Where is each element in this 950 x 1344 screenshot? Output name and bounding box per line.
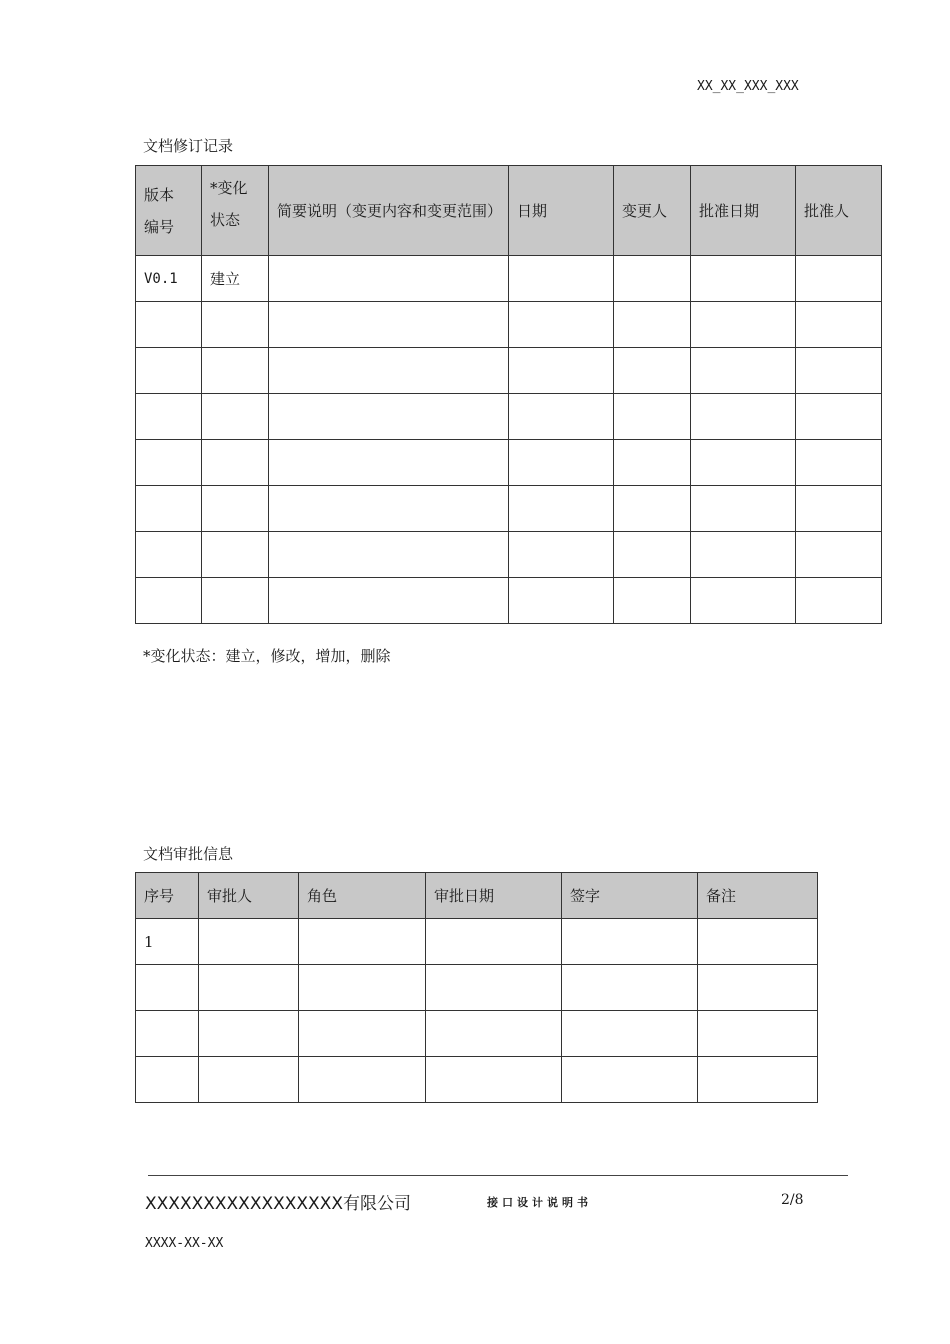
table-cell <box>199 919 299 965</box>
table-cell <box>136 486 202 532</box>
col-change-status <box>202 166 269 256</box>
table-cell <box>614 302 691 348</box>
table-cell <box>202 486 269 532</box>
revision-record-title: 文档修订记录 <box>143 137 234 155</box>
table-cell <box>426 1011 562 1057</box>
col-approval-date <box>691 166 796 256</box>
table-cell <box>562 1057 698 1103</box>
column-label: 变更人 <box>622 201 668 220</box>
approval-info-title: 文档审批信息 <box>143 845 234 863</box>
table-cell <box>509 440 614 486</box>
table-cell <box>691 348 796 394</box>
table-cell: V0.1 <box>136 256 202 302</box>
table-cell <box>299 965 426 1011</box>
table-row <box>136 348 882 394</box>
col-seq-number <box>136 873 199 919</box>
table-row <box>136 394 882 440</box>
column-label: 简要说明（变更内容和变更范围） <box>277 201 503 220</box>
table-cell <box>614 486 691 532</box>
table-cell: 1 <box>136 919 199 965</box>
footer-page-number: 2/8 <box>781 1192 804 1208</box>
table-cell <box>136 578 202 624</box>
table-cell <box>614 256 691 302</box>
table-cell <box>509 256 614 302</box>
table-row <box>136 1011 818 1057</box>
table-cell <box>269 578 509 624</box>
table-cell <box>299 919 426 965</box>
column-label: 版本 编号 <box>144 185 175 236</box>
table-cell <box>691 256 796 302</box>
table-cell <box>202 578 269 624</box>
table-row <box>136 532 882 578</box>
document-code: XX_XX_XXX_XXX <box>697 79 799 94</box>
table-cell <box>614 440 691 486</box>
table-cell <box>796 532 882 578</box>
col-approver <box>796 166 882 256</box>
table-cell <box>691 532 796 578</box>
col-role <box>299 873 426 919</box>
table-cell <box>269 440 509 486</box>
table-cell <box>269 532 509 578</box>
footer-divider <box>148 1175 848 1176</box>
table-cell <box>426 1057 562 1103</box>
column-label: 角色 <box>307 887 338 905</box>
table-row <box>136 440 882 486</box>
table-cell <box>136 348 202 394</box>
table-cell <box>299 1011 426 1057</box>
table-cell <box>691 486 796 532</box>
approval-table-body <box>136 919 818 1103</box>
table-cell: 建立 <box>202 256 269 302</box>
table-cell <box>691 440 796 486</box>
table-cell <box>509 348 614 394</box>
table-cell <box>614 532 691 578</box>
table-cell <box>698 1057 818 1103</box>
table-cell <box>796 394 882 440</box>
column-label: 批准日期 <box>699 201 760 220</box>
table-cell <box>796 256 882 302</box>
col-approver <box>199 873 299 919</box>
col-date <box>509 166 614 256</box>
table-cell <box>796 348 882 394</box>
table-cell <box>202 532 269 578</box>
table-row <box>136 578 882 624</box>
table-cell <box>796 578 882 624</box>
table-cell <box>509 394 614 440</box>
table-row <box>136 965 818 1011</box>
table-cell <box>698 1011 818 1057</box>
table-cell <box>269 348 509 394</box>
table-cell <box>562 1011 698 1057</box>
table-row <box>136 919 818 965</box>
table-cell <box>199 965 299 1011</box>
table-cell <box>562 919 698 965</box>
table-cell <box>202 302 269 348</box>
footer-date: XXXX-XX-XX <box>145 1236 224 1251</box>
table-cell <box>136 1057 199 1103</box>
col-remarks <box>698 873 818 919</box>
approval-info-table <box>135 872 818 1103</box>
table-row <box>136 302 882 348</box>
table-cell <box>299 1057 426 1103</box>
table-cell <box>796 440 882 486</box>
table-cell <box>426 919 562 965</box>
table-cell <box>509 532 614 578</box>
col-signature <box>562 873 698 919</box>
col-approval-date <box>426 873 562 919</box>
table-cell <box>269 256 509 302</box>
column-label: 备注 <box>706 887 737 905</box>
table-cell <box>269 394 509 440</box>
table-cell <box>269 302 509 348</box>
table-cell <box>136 965 199 1011</box>
table-row <box>136 1057 818 1103</box>
table-cell <box>796 302 882 348</box>
table-cell <box>509 302 614 348</box>
table-cell <box>269 486 509 532</box>
approval-header-row <box>136 873 818 919</box>
column-label: 签字 <box>570 887 601 905</box>
table-cell <box>202 348 269 394</box>
footer-company-name: XXXXXXXXXXXXXXXXX有限公司 <box>145 1194 411 1214</box>
table-cell <box>691 302 796 348</box>
table-cell <box>614 578 691 624</box>
column-label: 审批日期 <box>434 887 495 905</box>
column-label: *变化 状态 <box>210 179 248 229</box>
revision-record-table <box>135 165 882 624</box>
table-cell <box>562 965 698 1011</box>
col-version-number <box>136 166 202 256</box>
column-label: 序号 <box>144 887 175 905</box>
table-cell <box>202 440 269 486</box>
table-cell <box>509 486 614 532</box>
table-row <box>136 256 882 302</box>
col-summary <box>269 166 509 256</box>
column-label: 审批人 <box>207 887 253 905</box>
column-label: 日期 <box>517 201 548 220</box>
revision-table-body <box>136 256 882 624</box>
change-status-note: *变化状态：建立，修改，增加，删除 <box>143 647 391 665</box>
table-cell <box>796 486 882 532</box>
col-changed-by <box>614 166 691 256</box>
table-cell <box>691 394 796 440</box>
table-cell <box>698 965 818 1011</box>
table-cell <box>136 440 202 486</box>
table-cell <box>698 919 818 965</box>
table-cell <box>426 965 562 1011</box>
table-cell <box>509 578 614 624</box>
table-cell <box>136 532 202 578</box>
table-cell <box>136 302 202 348</box>
table-cell <box>202 394 269 440</box>
table-cell <box>614 394 691 440</box>
table-cell <box>199 1011 299 1057</box>
column-label: 批准人 <box>804 201 850 220</box>
table-cell <box>691 578 796 624</box>
table-cell <box>136 394 202 440</box>
footer-document-name: 接口设计说明书 <box>487 1196 592 1209</box>
table-row <box>136 486 882 532</box>
table-cell <box>199 1057 299 1103</box>
revision-header-row <box>136 166 882 256</box>
table-cell <box>136 1011 199 1057</box>
table-cell <box>614 348 691 394</box>
